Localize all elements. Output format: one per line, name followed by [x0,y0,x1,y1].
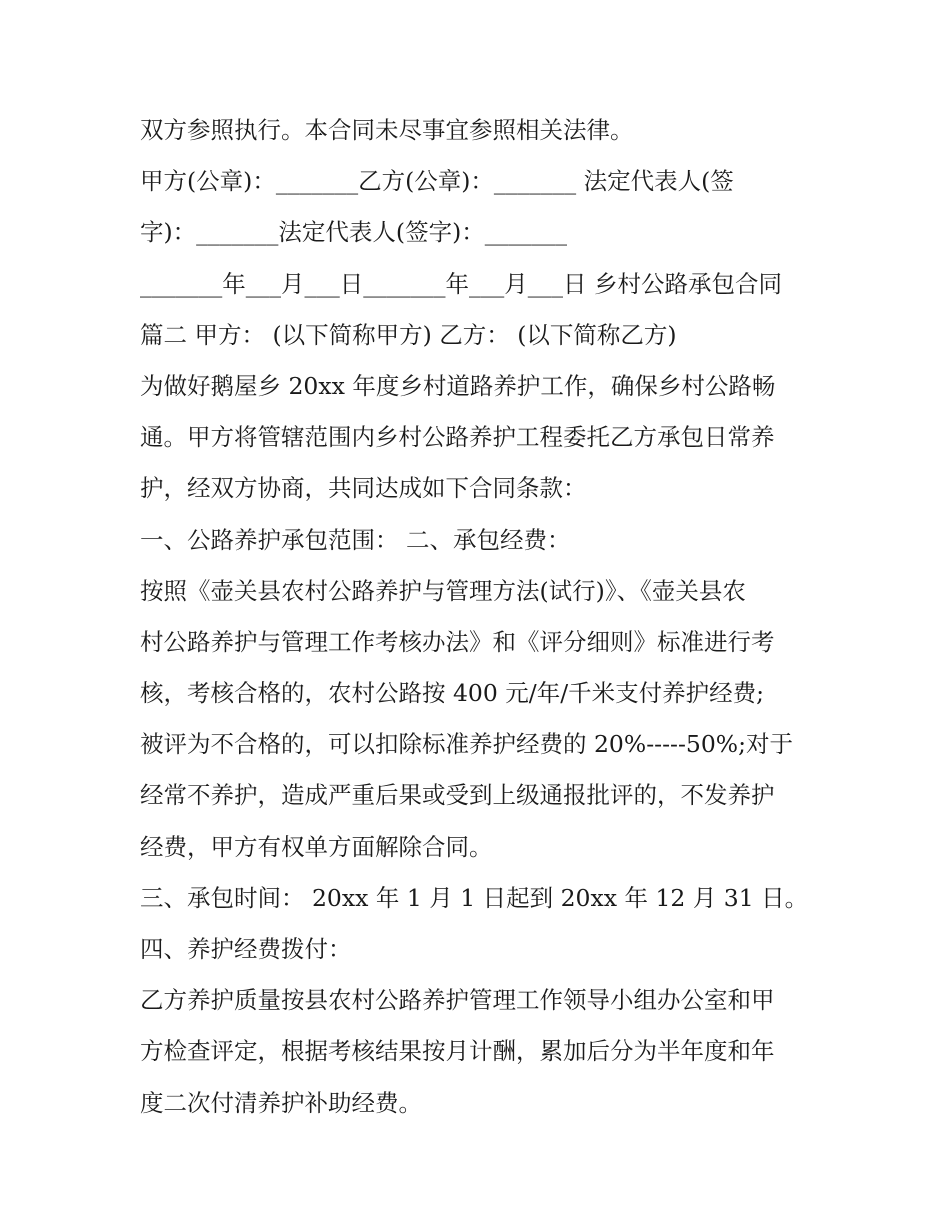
text-line: 度二次付清养护补助经费。 [140,1088,422,1117]
text-line: 经常不养护，造成严重后果或受到上级通报批评的，不发养护 [140,781,775,810]
section-heading: 四、养护经费拨付： [140,935,352,963]
text-line: 通。甲方将管辖范围内乡村公路养护工程委托乙方承包日常养 [140,423,775,452]
text-line: 甲方(公章)：_______乙方(公章)：_______ 法定代表人(签 [140,167,734,196]
text-line: 护，经双方协商，共同达成如下合同条款： [140,474,587,503]
text-line: 乙方养护质量按县农村公路养护管理工作领导小组办公室和甲 [140,986,775,1015]
text-line: 按照《壶关县农村公路养护与管理方法(试行)》、《壶关县农 [140,576,746,605]
text-line: 字)：_______法定代表人(签字)：_______ [140,218,568,247]
section-heading: 三、承包时间： 20xx 年 1 月 1 日起到 20xx 年 12 月 31 日。 [140,883,809,912]
text-line: 核，考核合格的，农村公路按 400 元/年/千米支付养护经费; [140,679,765,708]
text-line: 篇二 甲方： (以下简称甲方) 乙方： (以下简称乙方) [140,320,677,349]
section-heading: 一、公路养护承包范围： 二、承包经费： [140,525,571,554]
text-line: 经费，甲方有权单方面解除合同。 [140,832,493,861]
text-line: 方检查评定，根据考核结果按月计酬，累加后分为半年度和年 [140,1037,775,1066]
text-line: 为做好鹅屋乡 20xx 年度乡村道路养护工作，确保乡村公路畅 [140,371,776,400]
text-line: 村公路养护与管理工作考核办法》和《评分细则》标准进行考 [140,627,775,656]
text-line: 被评为不合格的，可以扣除标准养护经费的 20%-----50%;对于 [140,730,794,759]
text-line: 双方参照执行。本合同未尽事宜参照相关法律。 [140,116,634,144]
contract-text [140,105,820,1129]
text-line: _______年___月___日_______年___月___日 乡村公路承包合同 [140,269,782,298]
